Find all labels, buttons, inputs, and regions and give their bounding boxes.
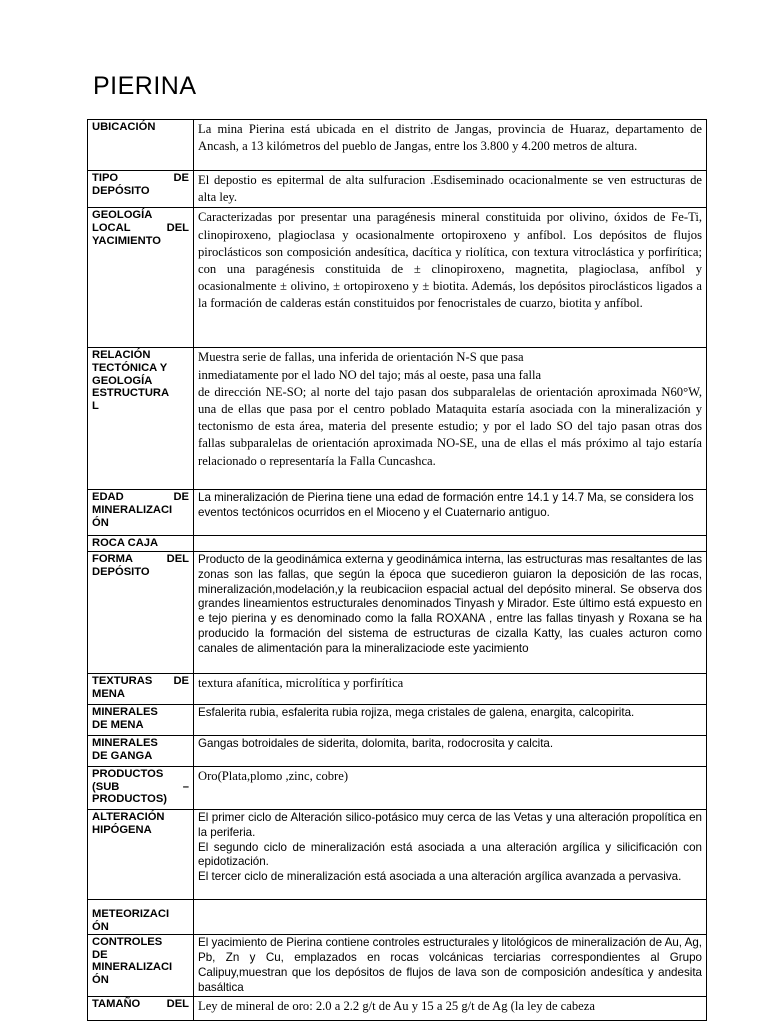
row-value-alteracion-hipogena: El primer ciclo de Alteración silico-potásico muy cerca de las Vetas y una alteración propolítica en la periferia. El segundo ciclo de mineralización está asociada a una alteración argílica y silicificación con epidotización. El tercer ciclo de mineralización está asociada a una alteración argílica avanzada a pervasiva. [194, 810, 707, 900]
table-row [88, 810, 707, 900]
row-label-minerales-ganga: MINERALES DE GANGA [88, 736, 194, 767]
row-label-forma-deposito: FORMA DEL DEPÓSITO [88, 552, 194, 674]
row-value-controles-mineralizacion: El yacimiento de Pierina contiene controles estructurales y litológicos de mineralización de Au, Ag, Pb, Zn y Cu, emplazados en rocas volcánicas terciarias correspondientes al Grupo Calipuy,muestran que los depósitos de flujos de lava son de composición andesítica y andesita basáltica [194, 935, 707, 997]
page-title: PIERINA [93, 72, 197, 100]
row-label-geologia-local: GEOLOGÍA LOCAL DEL YACIMIENTO [88, 208, 194, 348]
table-row [88, 171, 707, 208]
deposit-data-table [87, 119, 707, 1021]
row-label-texturas-mena: TEXTURAS DE MENA [88, 674, 194, 705]
row-label-tipo-deposito: TIPO DE DEPÓSITO [88, 171, 194, 208]
table-row [88, 552, 707, 674]
row-label-roca-caja: ROCA CAJA [88, 536, 194, 552]
row-value-edad-mineralizacion: La mineralización de Pierina tiene una edad de formación entre 14.1 y 14.7 Ma, se considera los eventos tectónicos ocurridos en el Mioceno y el Cuaternario antiguo. [194, 490, 707, 536]
row-label-tamano: TAMAÑO DEL [88, 997, 194, 1021]
table-row [88, 767, 707, 810]
row-value-texturas-mena: textura afanítica, microlítica y porfirítica [194, 674, 707, 705]
row-label-controles-mineralizacion: CONTROLES DE MINERALIZACI ÓN [88, 935, 194, 997]
table-row [88, 997, 707, 1021]
table-row [88, 935, 707, 997]
row-value-relacion-tectonica: Muestra serie de fallas, una inferida de orientación N-S que pasa inmediatamente por el lado NO del tajo; más al oeste, pasa una falla de dirección NE-SO; al norte del tajo pasan dos subparalelas de orientación aproximada N60°W, una de ellas que pasa por el centro poblado Mataquita estaría asociada con la mineralización y tectonismo de esta área, materia del presente estudio; y por el lado SO del tajo pasan otras dos fallas subparalelas de orientación aproximada NO-SE, una de ellas el más próximo al tajo estaría relacionado o representaría la Falla Cuncashca. [194, 348, 707, 490]
table-row [88, 120, 707, 171]
row-label-minerales-mena: MINERALES DE MENA [88, 705, 194, 736]
table-row [88, 536, 707, 552]
row-value-geologia-local: Caracterizadas por presentar una paragénesis mineral constituida por olivino, óxidos de Fe-Ti, clinopiroxeno, plagioclasa y ocasionalmente ortopiroxeno y anfíbol. Los depósitos de flujos piroclásticos son composición andesítica, dacítica y riolítica, con textura vitroclástica y porfirítica; con una paragénesis constituida de ± clinopiroxeno, magnetita, plagioclasa, anfíbol y ocasionalmente ± olivino, ± ortopiroxeno y ± biotita. Además, los depósitos piroclásticos ligados a la formación de calderas están constituidos por fenocristales de cuarzo, biotita y anfíbol. [194, 208, 707, 348]
row-value-meteorizacion [194, 900, 707, 935]
row-value-productos: Oro(Plata,plomo ,zinc, cobre) [194, 767, 707, 810]
table-row [88, 705, 707, 736]
row-value-tipo-deposito: El depostio es epitermal de alta sulfuracion .Esdiseminado ocacionalmente se ven estructuras de alta ley. [194, 171, 707, 208]
table-row [88, 348, 707, 490]
table-row [88, 490, 707, 536]
table-row [88, 674, 707, 705]
row-label-productos: PRODUCTOS (SUB – PRODUCTOS) [88, 767, 194, 810]
row-value-ubicacion: La mina Pierina está ubicada en el distrito de Jangas, provincia de Huaraz, departamento de Ancash, a 13 kilómetros del pueblo de Jangas, entre los 3.800 y 4.200 metros de altura. [194, 120, 707, 171]
row-label-alteracion-hipogena: ALTERACIÓN HIPÓGENA [88, 810, 194, 900]
row-value-minerales-mena: Esfalerita rubia, esfalerita rubia rojiza, mega cristales de galena, enargita, calcopirita. [194, 705, 707, 736]
table-row [88, 208, 707, 348]
row-label-edad-mineralizacion: EDAD DE MINERALIZACI ÓN [88, 490, 194, 536]
row-label-meteorizacion: METEORIZACI ÓN [88, 900, 194, 935]
row-label-relacion-tectonica: RELACIÓN TECTÓNICA Y GEOLOGÍA ESTRUCTURA L [88, 348, 194, 490]
table-row [88, 736, 707, 767]
row-value-roca-caja [194, 536, 707, 552]
row-value-forma-deposito: Producto de la geodinámica externa y geodinámica interna, las estructuras mas resaltantes de las zonas son las fallas, que según la época que sucedieron guiaron la deposición de las rocas, mineralización,modelación,y la reubicaciion espacial actual del depósito mineral. Se observa dos grandes lineamientos estructurales denominados Tinyash y Mirador. Este último está expuesto en e tejo pierina y es denominado como la falla ROXANA , entre las fallas tinyash y Roxana se ha producido la formación del sistema de estructuras de cizalla Katty, las cuales acturon como canales de alimentación para la mineralizaciode este yacimiento [194, 552, 707, 674]
row-value-tamano: Ley de mineral de oro: 2.0 a 2.2 g/t de Au y 15 a 25 g/t de Ag (la ley de cabeza [194, 997, 707, 1021]
row-label-ubicacion: UBICACIÓN [88, 120, 194, 171]
row-value-minerales-ganga: Gangas botroidales de siderita, dolomita, barita, rodocrosita y calcita. [194, 736, 707, 767]
table-row [88, 900, 707, 935]
